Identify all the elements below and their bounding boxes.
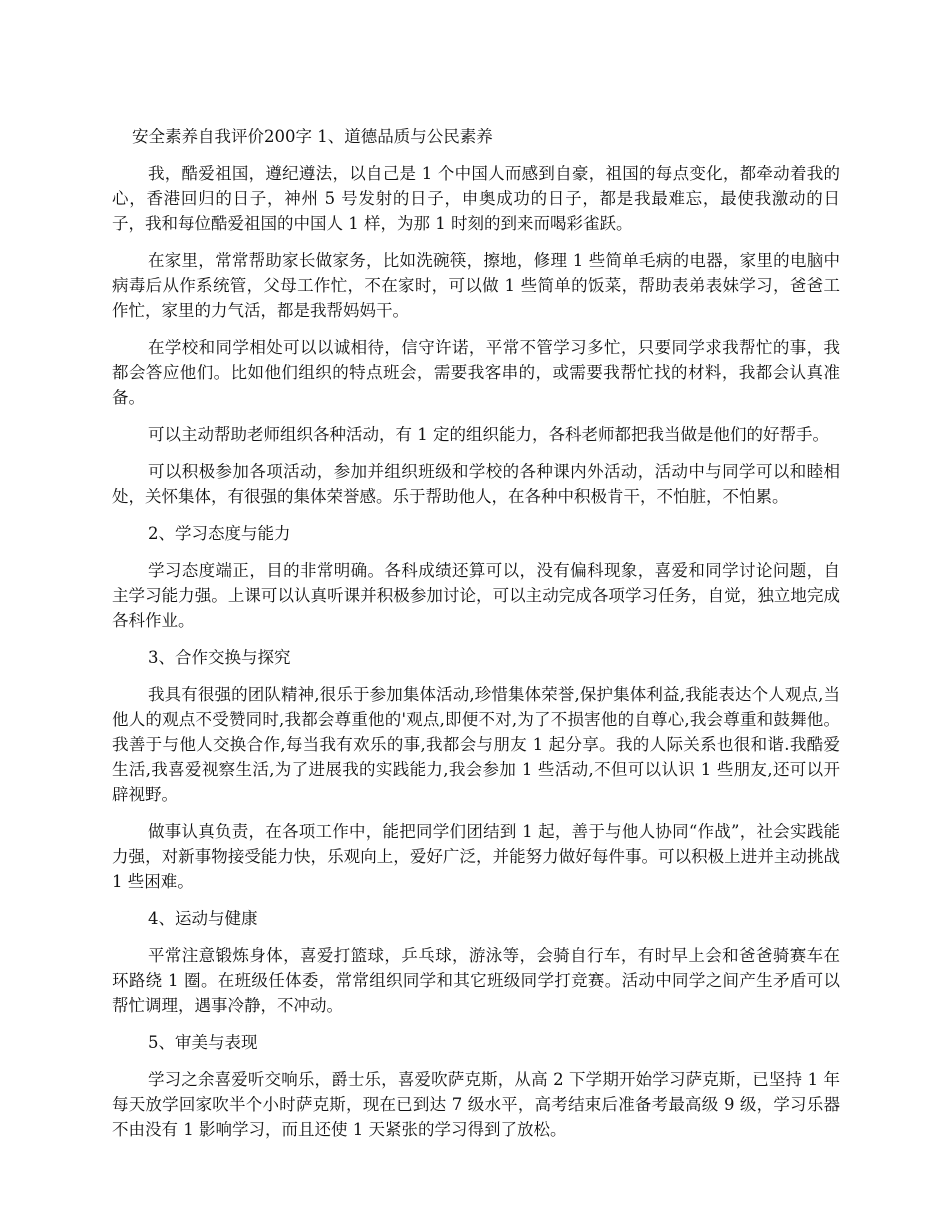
paragraph-activities: 可以积极参加各项活动，参加并组织班级和学校的各种课内外活动，活动中与同学可以和睦相处，关怀集体，有很强的集体荣誉感。乐于帮助他人，在各种中积极肯干，不怕脏，不怕累。	[112, 462, 840, 506]
paragraph-family: 在家里，常常帮助家长做家务，比如洗碗筷，擦地，修理 1 些简单毛病的电器，家里的电脑中病毒后从作系统管，父母工作忙，不在家时，可以做 1 些简单的饭菜，帮助表弟表妹学习，爸爸工作忙，家里的力气活，都是我帮妈妈干。	[112, 251, 840, 320]
section-heading-learning: 2、学习态度与能力	[148, 524, 291, 543]
section-heading-health: 4、运动与健康	[148, 909, 258, 928]
document-body	[112, 124, 840, 1154]
paragraph-patriotism: 我，酷爱祖国，遵纪遵法，以自己是 1 个中国人而感到自豪，祖国的每点变化，都牵动着我的心，香港回归的日子，神州 5 号发射的日子，申奥成功的日子，都是我最难忘，最使我激动的日子，我和每位酷爱祖国的中国人 1 样，为那 1 时刻的到来而喝彩雀跃。	[112, 164, 840, 233]
paragraph-responsibility: 做事认真负责，在各项工作中，能把同学们团结到 1 起，善于与他人协同“作战”，社会实践能力强，对新事物接受能力快，乐观向上，爱好广泛，并能努力做好每件事。可以积极上进并主动挑战 1 些困难。	[112, 822, 840, 891]
section-heading-cooperation: 3、合作交换与探究	[148, 648, 291, 667]
paragraph-teachers: 可以主动帮助老师组织各种活动，有 1 定的组织能力，各科老师都把我当做是他们的好帮手。	[148, 425, 829, 444]
paragraph-learning-attitude: 学习态度端正，目的非常明确。各科成绩还算可以，没有偏科现象，喜爱和同学讨论问题，自主学习能力强。上课可以认真听课并积极参加讨论，可以主动完成各项学习任务，自觉，独立地完成各科作业。	[112, 561, 840, 630]
document-title: 安全素养自我评价200字 1、道德品质与公民素养	[132, 127, 493, 146]
paragraph-music: 学习之余喜爱听交响乐，爵士乐，喜爱吹萨克斯，从高 2 下学期开始学习萨克斯，已坚持 1 年每天放学回家吹半个小时萨克斯，现在已到达 7 级水平，高考结束后准备考最高级 9 级，学习乐器不由没有 1 影响学习，而且还使 1 天紧张的学习得到了放松。	[112, 1070, 840, 1139]
paragraph-exercise: 平常注意锻炼身体，喜爱打篮球，乒乓球，游泳等，会骑自行车，有时早上会和爸爸骑赛车在环路绕 1 圈。在班级任体委，常常组织同学和其它班级同学打竞赛。活动中同学之间产生矛盾可以帮忙调理，遇事冷静，不冲动。	[112, 946, 840, 1015]
section-heading-aesthetics: 5、审美与表现	[148, 1033, 258, 1052]
paragraph-teamwork: 我具有很强的团队精神,很乐于参加集体活动,珍惜集体荣誉,保护集体利益,我能表达个人观点,当他人的观点不受赞同时,我都会尊重他的'观点,即便不对,为了不损害他的自尊心,我会尊重和鼓舞他。我善于与他人交换合作,每当我有欢乐的事,我都会与朋友 1 起分享。我的人际关系也很和谐.我酷爱生活,我喜爱视察生活,为了进展我的实践能力,我会参加 1 些活动,不但可以认识 1 些朋友,还可以开辟视野。	[112, 685, 840, 804]
paragraph-classmates: 在学校和同学相处可以以诚相待，信守许诺，平常不管学习多忙，只要同学求我帮忙的事，我都会答应他们。比如他们组织的特点班会，需要我客串的，或需要我帮忙找的材料，我都会认真准备。	[112, 338, 840, 407]
